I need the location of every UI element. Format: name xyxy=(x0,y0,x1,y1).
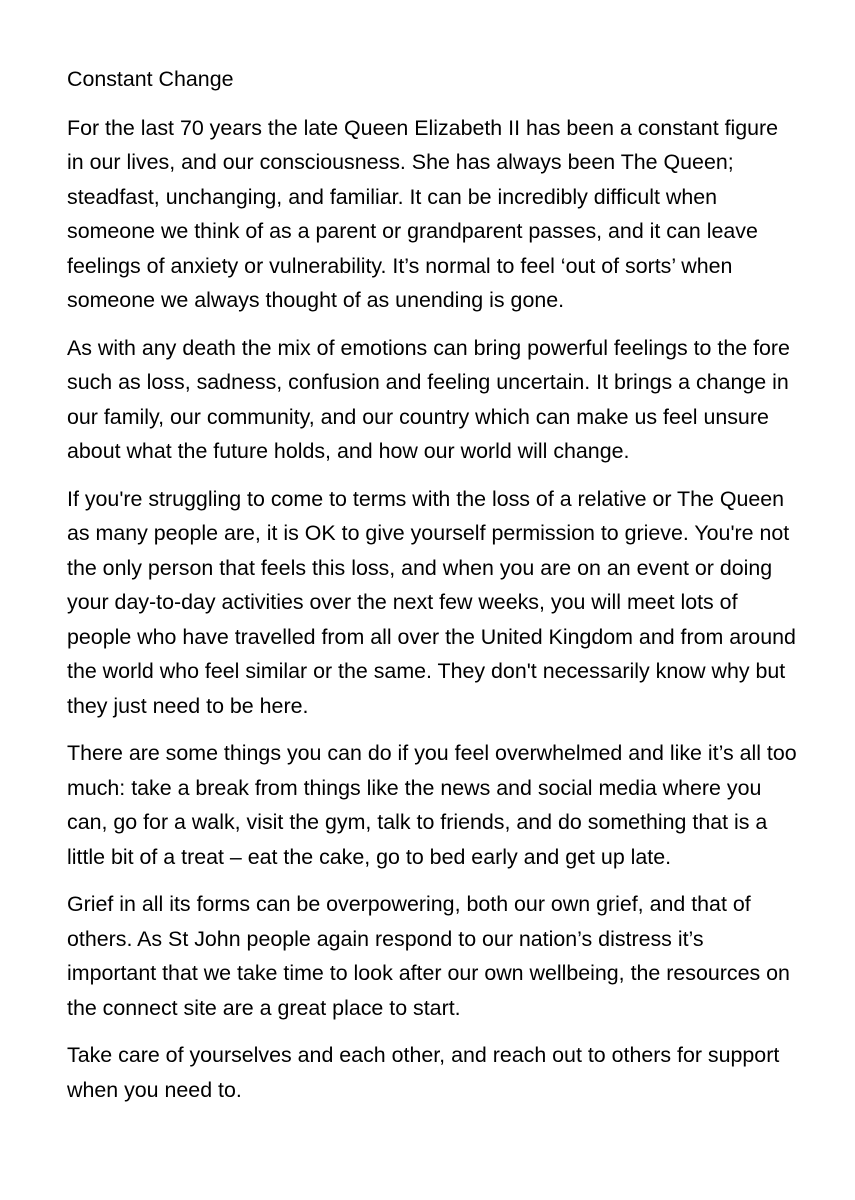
document-title: Constant Change xyxy=(67,67,234,91)
document-page xyxy=(67,62,797,1120)
paragraph-wellbeing-resources: Grief in all its forms can be overpowering, both our own grief, and that of others. As St John people again respond to our nation’s distress it’s important that we take time to look after our own wellbeing, the resources on the connect site are a great place to start. xyxy=(67,892,790,1020)
paragraph-permission-to-grieve: If you're struggling to come to terms with the loss of a relative or The Queen as many people are, it is OK to give yourself permission to grieve. You're not the only person that feels this loss, and when you are on an event or doing your day-to-day activities over the next few weeks, you will meet lots of people who have travelled from all over the United Kingdom and from around the world who feel similar or the same. They don't necessarily know why but they just need to be here. xyxy=(67,486,796,718)
paragraph-closing: Take care of yourselves and each other, and reach out to others for support when you need to. xyxy=(67,1043,780,1102)
paragraph-mix-of-emotions: As with any death the mix of emotions can bring powerful feelings to the fore such as loss, sadness, confusion and feeling uncertain. It brings a change in our family, our community, and our country which can make us feel unsure about what the future holds, and how our world will change. xyxy=(67,335,790,463)
paragraph-constant-figure: For the last 70 years the late Queen Elizabeth II has been a constant figure in our lives, and our consciousness. She has always been The Queen; steadfast, unchanging, and familiar. It can be incredibly difficult when someone we think of as a parent or grandparent passes, and it can leave feelings of anxiety or vulnerability. It’s normal to feel ‘out of sorts’ when someone we always thought of as unending is gone. xyxy=(67,115,779,312)
paragraph-self-care-tips: There are some things you can do if you feel overwhelmed and like it’s all too much: take a break from things like the news and social media where you can, go for a walk, visit the gym, talk to friends, and do something that is a little bit of a treat – eat the cake, go to bed early and get up late. xyxy=(67,741,797,869)
